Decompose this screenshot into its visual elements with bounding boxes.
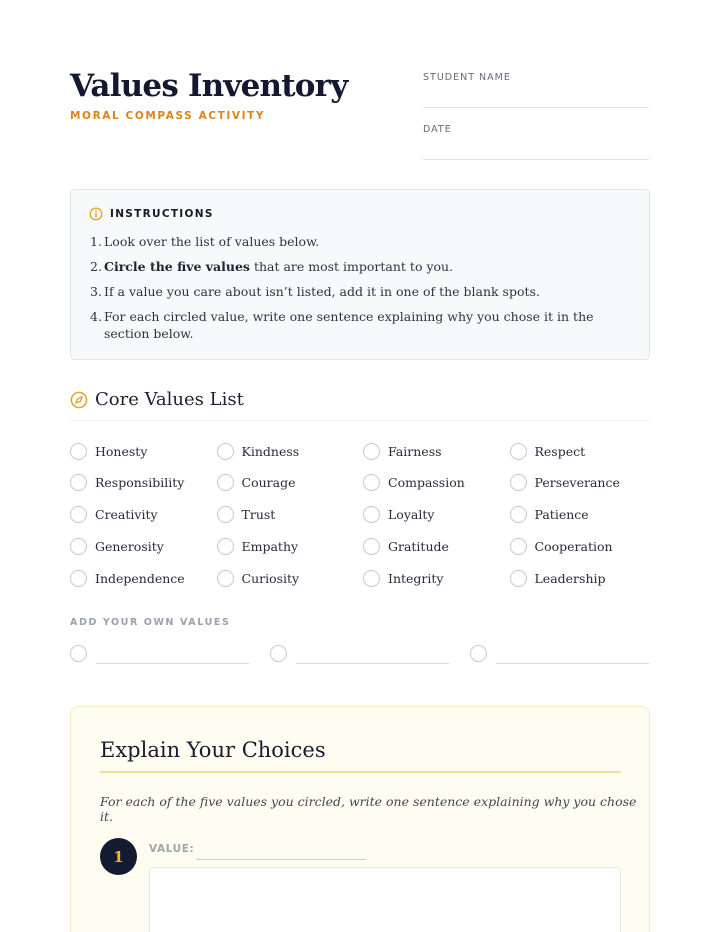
value-checkbox[interactable] [363,506,380,523]
page-title: Values Inventory [70,68,348,104]
value-label: Cooperation [534,538,613,554]
value-option[interactable] [363,471,510,495]
value-label: Honesty [95,443,148,459]
student-name-field[interactable] [423,107,649,108]
value-option[interactable] [70,503,217,527]
instructions-box [70,189,650,360]
instruction-number: 1. [90,234,102,249]
date-label: DATE [423,124,452,135]
value-label: Independence [95,570,185,586]
own-values-label: ADD YOUR OWN VALUES [70,617,231,628]
instruction-text [104,233,630,250]
instruction-item [90,308,630,342]
value-option[interactable] [363,534,510,558]
value-option[interactable] [70,471,217,495]
value-label: Curiosity [241,570,300,586]
info-icon [89,207,103,221]
value-option[interactable] [217,439,364,463]
value-checkbox[interactable] [363,443,380,460]
value-checkbox[interactable] [217,570,234,587]
entry-number-badge: 1 [100,838,137,875]
instructions-title: INSTRUCTIONS [110,208,214,220]
value-option[interactable] [510,439,657,463]
value-prompt-label: VALUE: [149,843,195,855]
value-checkbox[interactable] [363,474,380,491]
value-checkbox[interactable] [510,538,527,555]
page-subtitle: MORAL COMPASS ACTIVITY [70,110,266,122]
instructions-list [90,233,630,350]
value-option[interactable] [70,439,217,463]
value-label: Leadership [534,570,606,586]
value-label: Perseverance [534,475,620,491]
value-option[interactable] [70,534,217,558]
value-label: Responsibility [95,475,185,491]
value-option[interactable] [217,566,364,590]
instruction-body: Look over the list of values below. [104,234,320,249]
compass-icon [70,391,88,409]
value-checkbox[interactable] [70,645,87,662]
core-values-title: Core Values List [95,389,244,410]
own-value-slot[interactable] [470,644,650,664]
value-label: Integrity [388,570,444,586]
value-label: Gratitude [388,538,449,554]
value-option[interactable] [363,566,510,590]
value-checkbox[interactable] [510,474,527,491]
value-label: Respect [534,443,586,459]
values-grid [70,439,670,598]
value-option[interactable] [217,534,364,558]
instruction-item [90,283,630,300]
instructions-header [89,207,214,221]
value-checkbox[interactable] [270,645,287,662]
value-checkbox[interactable] [510,506,527,523]
value-checkbox[interactable] [70,570,87,587]
value-option[interactable] [363,439,510,463]
value-option[interactable] [363,503,510,527]
value-label: Trust [241,507,276,523]
instruction-emphasis: Circle the five values [104,259,250,274]
value-checkbox[interactable] [70,474,87,491]
instruction-item [90,258,630,275]
value-checkbox[interactable] [470,645,487,662]
instruction-text [104,308,630,342]
instruction-body: If a value you care about isn’t listed, add it in one of the blank spots. [104,284,540,299]
own-value-slot[interactable] [70,644,250,664]
value-label: Kindness [241,443,300,459]
value-checkbox[interactable] [510,570,527,587]
instruction-item [90,233,630,250]
value-label: Creativity [95,507,158,523]
student-name-label: STUDENT NAME [423,72,511,83]
value-option[interactable] [217,471,364,495]
value-label: Courage [241,475,296,491]
value-option[interactable] [510,503,657,527]
value-checkbox[interactable] [217,474,234,491]
own-value-line[interactable] [96,663,249,664]
value-checkbox[interactable] [70,443,87,460]
explain-title: Explain Your Choices [100,738,326,762]
value-label: Fairness [388,443,442,459]
value-label: Generosity [95,538,164,554]
instruction-number: 4. [90,309,102,324]
value-checkbox[interactable] [510,443,527,460]
instruction-number: 3. [90,284,102,299]
instruction-body: that are most important to you. [249,259,454,274]
explain-description: For each of the five values you circled, write one sentence explaining why you chose it. [100,794,637,824]
own-value-line[interactable] [296,663,449,664]
value-option[interactable] [510,566,657,590]
value-name-field[interactable] [196,859,366,860]
core-values-header [70,389,244,410]
instruction-text [104,258,630,275]
date-field[interactable] [423,159,649,160]
section-divider [70,420,650,421]
instruction-text [104,283,630,300]
value-label: Loyalty [388,507,435,523]
explanation-textarea[interactable] [149,867,621,932]
own-value-line[interactable] [496,663,649,664]
explain-section [70,706,650,932]
instruction-number: 2. [90,259,102,274]
instruction-body: For each circled value, write one sentence explaining why you chose it in the section below. [104,309,594,341]
value-checkbox[interactable] [217,443,234,460]
explain-divider [100,771,621,773]
value-option[interactable] [510,471,657,495]
value-checkbox[interactable] [217,538,234,555]
value-option[interactable] [510,534,657,558]
value-checkbox[interactable] [70,538,87,555]
value-checkbox[interactable] [70,506,87,523]
own-value-slot[interactable] [270,644,450,664]
value-label: Compassion [388,475,465,491]
value-label: Patience [534,507,589,523]
value-checkbox[interactable] [363,570,380,587]
value-checkbox[interactable] [363,538,380,555]
value-checkbox[interactable] [217,506,234,523]
value-option[interactable] [70,566,217,590]
value-label: Empathy [241,538,299,554]
value-option[interactable] [217,503,364,527]
